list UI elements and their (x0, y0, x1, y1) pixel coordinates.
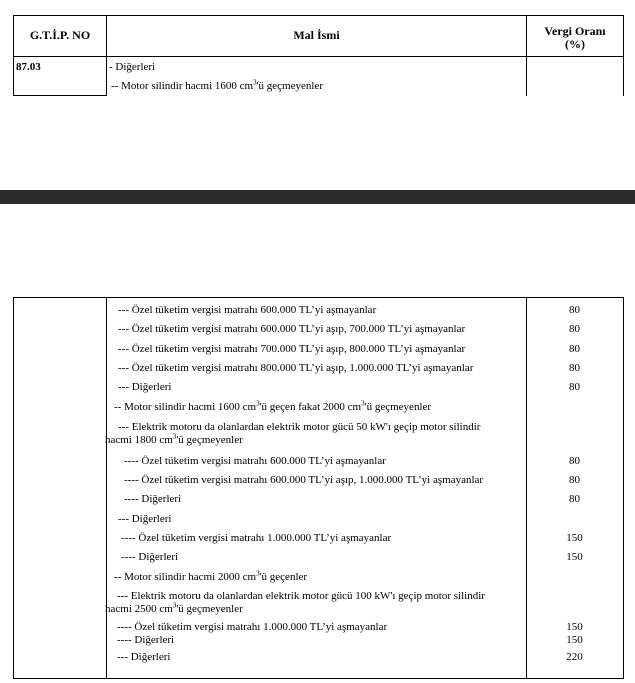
row-text: ---- Özel tüketim vergisi matrahı 600.000 TL’yi aşmayanlar (124, 455, 386, 467)
row-text: ---- Özel tüketim vergisi matrahı 1.000.000 TL’yi aşmayanlar (121, 532, 392, 544)
row-text: ---- Diğerleri (117, 634, 175, 646)
header-vergi-orani: Vergi Oranı (544, 24, 606, 38)
header-gtip-no: G.T.İ.P. NO (29, 28, 91, 42)
header-vergi-orani-unit: (%) (565, 37, 585, 51)
row-text: --- Elektrik motoru da olanlardan elektrik motor gücü 100 kW'ı geçip motor silindir (117, 590, 485, 602)
row-rate: 80 (569, 474, 580, 486)
item-motor-1600: -- Motor silindir hacmi 1600 $cm^3'ü$ geçmeyenler (111, 78, 323, 92)
row-text: --- Elektrik motoru da olanlardan elektrik motor gücü 50 kW'ı geçip motor silindir (118, 421, 481, 433)
row-rate: 150 (566, 532, 583, 544)
row-text: ---- Diğerleri (124, 493, 182, 505)
row-text: --- Özel tüketim vergisi matrahı 600.000 TL’yi aşıp, 700.000 TL’yi aşmayanlar (118, 323, 466, 335)
row-text: --- Özel tüketim vergisi matrahı 600.000 TL’yi aşmayanlar (118, 304, 377, 316)
row-rate: 80 (569, 381, 580, 393)
row-text: ---- Özel tüketim vergisi matrahı 600.000 TL’yi aşıp, 1.000.000 TL’yi aşmayanlar (124, 474, 484, 486)
row-rate: 150 (566, 634, 583, 646)
row-rate: 80 (569, 362, 580, 374)
row-rate: 220 (566, 651, 583, 663)
row-rate: 80 (569, 493, 580, 505)
row-rate: 150 (566, 621, 583, 633)
row-rate: 80 (569, 323, 580, 335)
row-text-continuation: hacmi 2500 $cm^3'ü$ geçmeyenler (105, 601, 243, 615)
page-separator (0, 190, 635, 204)
row-text: --- Diğerleri (117, 651, 171, 663)
row-text: --- Diğerleri (118, 513, 172, 525)
item-digerleri: - Diğerleri (109, 61, 156, 73)
header-mal-ismi: Mal İsmi (293, 28, 340, 42)
gtip-code: 87.03 (16, 61, 41, 73)
row-text-continuation: hacmi 1800 $cm^3'ü$ geçmeyenler (105, 432, 243, 446)
row-text: -- Motor silindir hacmi 2000 $cm^3'ü$ geçenler (114, 569, 308, 583)
row-text: --- Özel tüketim vergisi matrahı 800.000 TL’yi aşıp, 1.000.000 TL’yi aşmayanlar (118, 362, 474, 374)
row-rate: 80 (569, 304, 580, 316)
row-text: -- Motor silindir hacmi 1600 $cm^3'ü$ geçen fakat 2000 $cm^3'ü$ geçmeyenler (114, 399, 432, 413)
row-rate: 150 (566, 551, 583, 563)
row-text: ---- Diğerleri (121, 551, 179, 563)
row-text: ---- Özel tüketim vergisi matrahı 1.000.000 TL’yi aşmayanlar (117, 621, 388, 633)
row-rate: 80 (569, 455, 580, 467)
row-rate: 80 (569, 343, 580, 355)
row-text: --- Diğerleri (118, 381, 172, 393)
row-text: --- Özel tüketim vergisi matrahı 700.000 TL’yi aşıp, 800.000 TL’yi aşmayanlar (118, 343, 466, 355)
